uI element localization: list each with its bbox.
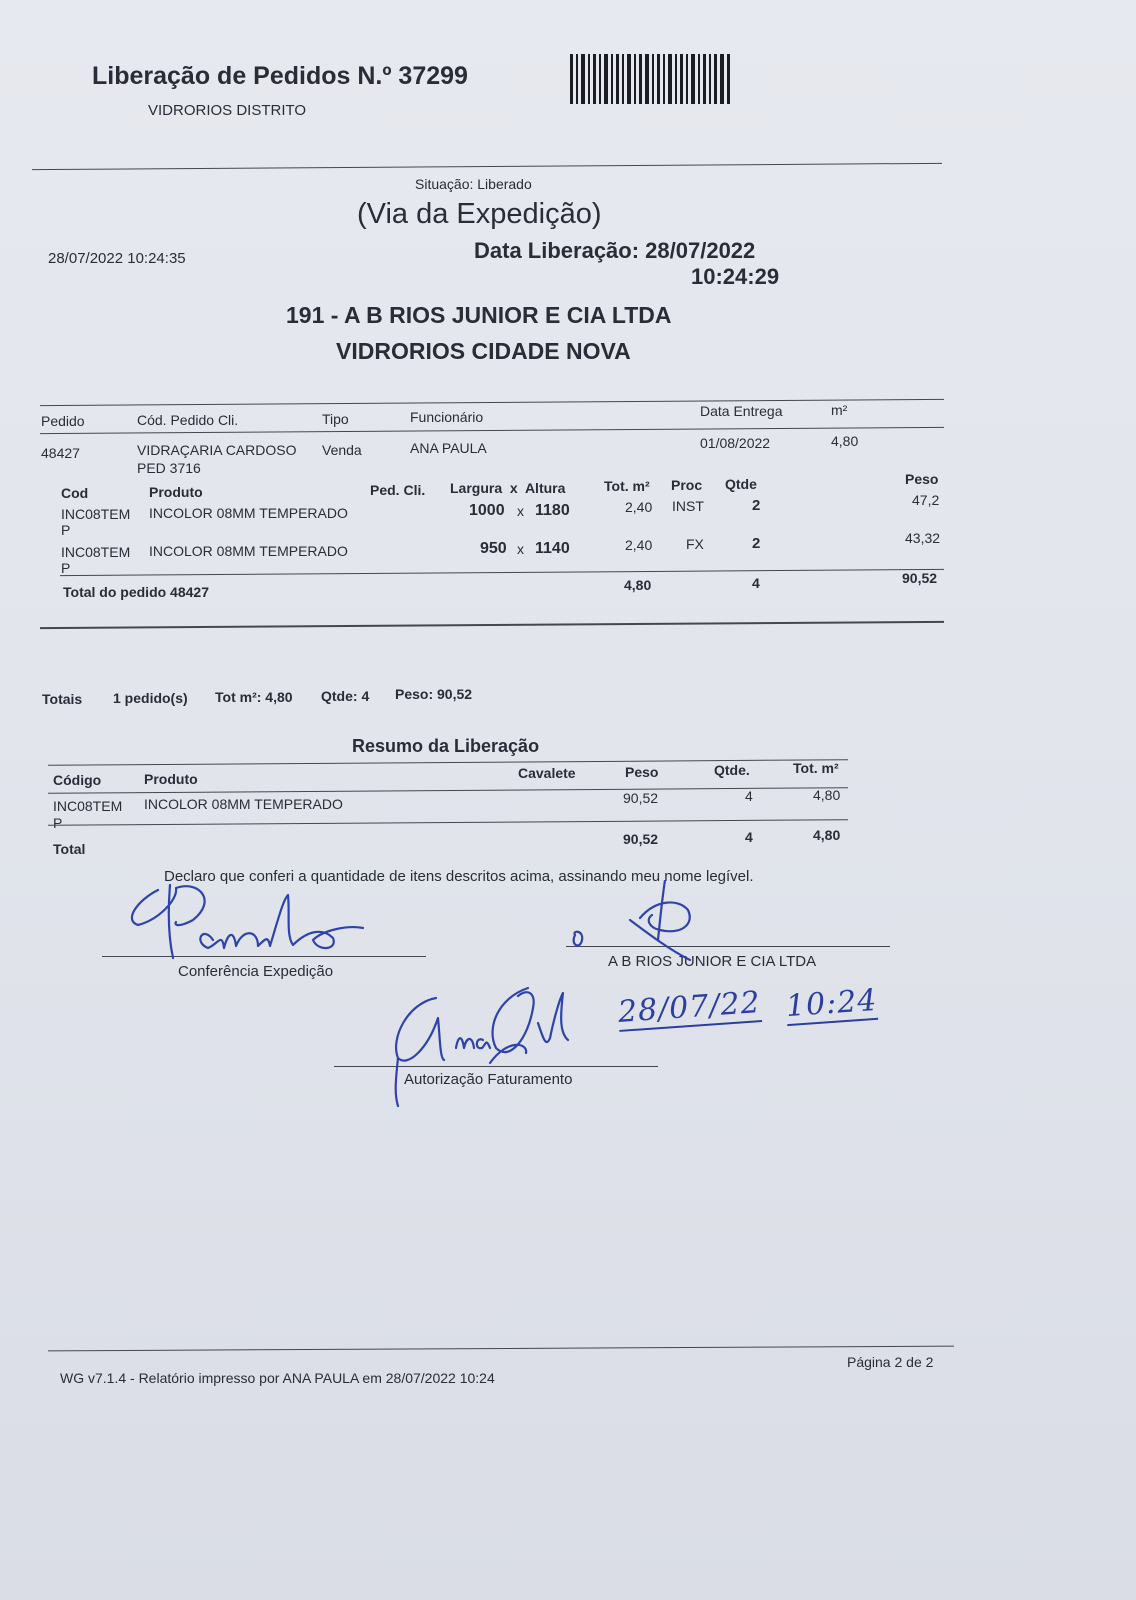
item-height: 1140 xyxy=(535,540,570,557)
col-header-data-entrega: Data Entrega xyxy=(700,403,783,419)
handwritten-date: 28/07/22 xyxy=(616,985,762,1030)
divider xyxy=(32,163,942,170)
totals-peso: Peso: 90,52 xyxy=(395,686,473,702)
col-header-pedido: Pedido xyxy=(41,413,85,429)
signature-ana-paula xyxy=(378,978,598,1108)
item-header-ped-cli: Ped. Cli. xyxy=(370,482,426,498)
summary-title: Resumo da Liberação xyxy=(352,736,540,756)
company-label: A B RIOS JUNIOR E CIA LTDA xyxy=(608,953,817,970)
via-label: (Via da Expedição) xyxy=(357,198,602,230)
signature-company xyxy=(560,880,730,970)
table-bottom-rule xyxy=(40,621,944,629)
summary-header-qtde: Qtde. xyxy=(714,762,750,778)
summary-codigo-line2: P xyxy=(53,815,63,831)
item-qtde: 2 xyxy=(752,497,761,514)
item-width: 950 xyxy=(480,540,507,557)
order-total-label: Total do pedido 48427 xyxy=(63,584,209,600)
order-number: 48427 xyxy=(41,445,80,461)
barcode-icon xyxy=(570,54,730,104)
order-employee: ANA PAULA xyxy=(410,440,487,456)
item-proc: FX xyxy=(686,536,704,552)
col-header-funcionario: Funcionário xyxy=(410,409,484,425)
handwritten-time: 10:24 xyxy=(784,982,879,1025)
col-header-m2: m² xyxy=(831,402,848,418)
item-header-proc: Proc xyxy=(671,477,703,493)
item-header-cod: Cod xyxy=(61,485,89,501)
summary-total-tot-m2: 4,80 xyxy=(813,827,841,843)
item-cod-line2: P xyxy=(61,522,71,538)
item-header-peso: Peso xyxy=(905,471,939,487)
declaration-text: Declaro que conferi a quantidade de itens descritos acima, assinando meu nome legível. xyxy=(164,868,754,885)
item-cod-line2: P xyxy=(61,560,71,576)
item-header-dimensions: Largura x Altura xyxy=(450,480,566,496)
totals-m2: Tot m²: 4,80 xyxy=(215,689,293,705)
document-title: Liberação de Pedidos N.º 37299 xyxy=(92,62,468,90)
table-top-rule xyxy=(40,399,944,406)
item-cod-line1: INC08TEM xyxy=(61,544,131,560)
col-header-tipo: Tipo xyxy=(322,411,349,427)
signature-paulo xyxy=(118,880,388,970)
totals-orders: 1 pedido(s) xyxy=(113,690,188,706)
item-tot-m2: 2,40 xyxy=(625,537,653,553)
col-header-cod-pedido-cli: Cód. Pedido Cli. xyxy=(137,412,239,428)
item-product: INCOLOR 08MM TEMPERADO xyxy=(149,505,348,521)
summary-header-codigo: Código xyxy=(53,772,102,788)
footer-printed-by: WG v7.1.4 - Relatório impresso por ANA PAULA em 28/07/2022 10:24 xyxy=(60,1370,495,1386)
print-datetime: 28/07/2022 10:24:35 xyxy=(48,250,186,267)
order-total-peso: 90,52 xyxy=(902,570,938,586)
summary-total-rule xyxy=(48,819,848,826)
order-client-code-line1: VIDRAÇARIA CARDOSO xyxy=(137,442,297,458)
item-proc: INST xyxy=(672,498,704,514)
item-peso: 47,2 xyxy=(912,492,940,508)
totals-label: Totais xyxy=(42,691,83,707)
order-m2: 4,80 xyxy=(831,433,859,449)
item-tot-m2: 2,40 xyxy=(625,499,653,515)
item-x: x xyxy=(517,541,524,557)
summary-header-rule xyxy=(48,787,848,794)
summary-qtde: 4 xyxy=(745,788,753,804)
item-qtde: 2 xyxy=(752,535,761,552)
item-header-tot-m2: Tot. m² xyxy=(604,478,650,494)
order-delivery-date: 01/08/2022 xyxy=(700,435,771,451)
summary-tot-m2: 4,80 xyxy=(813,787,841,803)
item-width: 1000 xyxy=(469,502,505,519)
subtotal-rule xyxy=(60,569,944,576)
summary-codigo-line1: INC08TEM xyxy=(53,798,123,814)
footer-page-number: Página 2 de 2 xyxy=(847,1354,934,1370)
item-header-produto: Produto xyxy=(149,484,203,500)
footer-rule xyxy=(48,1346,954,1352)
summary-header-cavalete: Cavalete xyxy=(518,765,576,781)
item-x: x xyxy=(517,503,524,519)
summary-header-produto: Produto xyxy=(144,771,198,787)
summary-total-peso: 90,52 xyxy=(623,831,659,847)
item-height: 1180 xyxy=(535,502,570,519)
summary-header-peso: Peso xyxy=(625,764,659,780)
document-subtitle: VIDRORIOS DISTRITO xyxy=(148,102,307,119)
item-peso: 43,32 xyxy=(905,530,941,546)
summary-header-tot-m2: Tot. m² xyxy=(793,760,839,776)
autorizacao-label: Autorização Faturamento xyxy=(404,1071,573,1088)
order-total-m2: 4,80 xyxy=(624,577,652,593)
conferencia-label: Conferência Expedição xyxy=(178,963,334,980)
totals-qtde: Qtde: 4 xyxy=(321,688,370,704)
item-header-qtde: Qtde xyxy=(725,476,757,492)
item-product: INCOLOR 08MM TEMPERADO xyxy=(149,543,348,559)
summary-product: INCOLOR 08MM TEMPERADO xyxy=(144,796,343,812)
release-date: Data Liberação: 28/07/2022 xyxy=(474,238,756,263)
order-type: Venda xyxy=(322,442,362,458)
release-time: 10:24:29 xyxy=(691,264,780,289)
status-label: Situação: Liberado xyxy=(415,176,532,192)
summary-total-label: Total xyxy=(53,841,86,857)
summary-total-qtde: 4 xyxy=(745,829,753,845)
order-client-code-line2: PED 3716 xyxy=(137,460,201,476)
client-name: 191 - A B RIOS JUNIOR E CIA LTDA xyxy=(286,302,672,328)
client-store: VIDRORIOS CIDADE NOVA xyxy=(336,338,631,364)
summary-peso: 90,52 xyxy=(623,790,659,806)
item-cod-line1: INC08TEM xyxy=(61,506,131,522)
order-total-qtde: 4 xyxy=(752,575,760,591)
